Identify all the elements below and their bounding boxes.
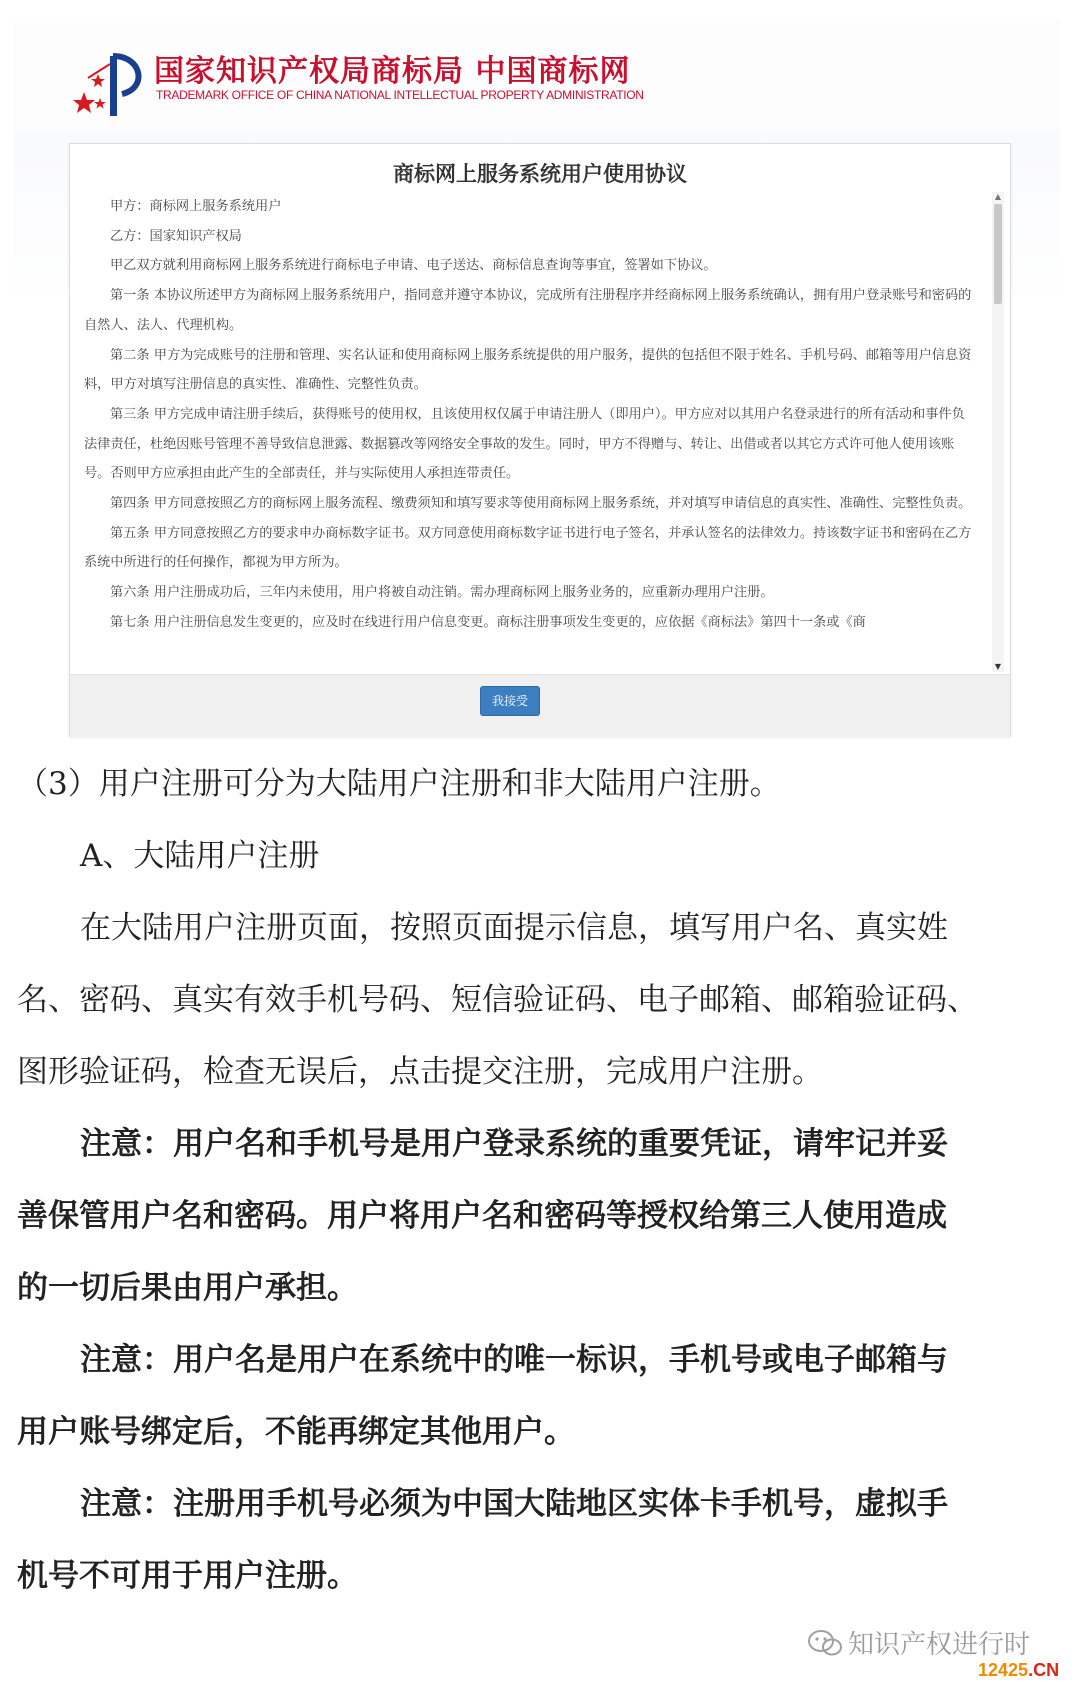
site-header: [14, 18, 1060, 130]
agreement-paragraph: 甲乙双方就利用商标网上服务系统进行商标电子申请、电子送达、商标信息查询等事宜，签署如下协议。: [110, 258, 717, 274]
article-line: 机号不可用于用户注册。: [17, 1558, 358, 1594]
user-agreement-dialog: [69, 143, 1011, 737]
agreement-text: [84, 192, 974, 662]
article-line: 图形验证码，检查无误后，点击提交注册，完成用户注册。: [17, 1054, 823, 1090]
trademark-office-logo-icon: [64, 42, 150, 122]
wechat-icon: [806, 1628, 844, 1658]
article-line: 在大陆用户注册页面，按照页面提示信息，填写用户名、真实姓: [80, 910, 948, 946]
scroll-down-arrow-icon[interactable]: ▼: [994, 662, 1002, 671]
site-corner-logo: [978, 1660, 1059, 1681]
article-line: 注意：注册用手机号必须为中国大陆地区实体卡手机号，虚拟手: [80, 1486, 948, 1522]
dialog-title: 商标网上服务系统用户使用协议: [393, 161, 687, 186]
article-line: 用户账号绑定后，不能再绑定其他用户。: [17, 1414, 575, 1450]
agreement-paragraph: 第五条 甲方同意按照乙方的要求申办商标数字证书。双方同意使用商标数字证书进行电子签名，并承认签名的法律效力。持该数字证书和密码在乙方系统中所进行的任何操作，都视为甲方所为。: [84, 525, 972, 571]
corner-logo-number: 12425: [978, 1660, 1029, 1680]
agreement-paragraph: 乙方：国家知识产权局: [110, 228, 242, 244]
article-line: 的一切后果由用户承担。: [17, 1270, 358, 1306]
agreement-paragraph: 甲方：商标网上服务系统用户: [110, 199, 282, 214]
brand-title-en: TRADEMARK OFFICE OF CHINA NATIONAL INTELLECTUAL PROPERTY ADMINISTRATION: [156, 88, 644, 102]
corner-logo-suffix: .CN: [1028, 1660, 1060, 1680]
accept-button[interactable]: 我接受: [480, 686, 540, 716]
watermark-text: 知识产权进行时: [848, 1630, 1031, 1660]
scroll-thumb[interactable]: [994, 204, 1002, 304]
agreement-paragraph: 第三条 甲方完成申请注册手续后，获得账号的使用权，且该使用权仅属于申请注册人（即用户）。甲方应对以其用户名登录进行的所有活动和事件负法律责任，杜绝因账号管理不善导致信息泄露、数据篡改等网络安全事故的发生。同时，甲方不得赠与、转让、出借或者以其它方式许可他人使用该账号。否则甲方应承担由此产生的全部责任，并与实际使用人承担连带责任。: [84, 406, 965, 482]
agreement-paragraph: 第四条 甲方同意按照乙方的商标网上服务流程、缴费须知和填写要求等使用商标网上服务系统，并对填写申请信息的真实性、准确性、完整性负责。: [110, 496, 972, 512]
article-line: （3）用户注册可分为大陆用户注册和非大陆用户注册。: [17, 766, 781, 802]
scroll-up-arrow-icon[interactable]: ▲: [994, 192, 1002, 201]
article-line: 注意：用户名是用户在系统中的唯一标识，手机号或电子邮箱与: [80, 1342, 948, 1378]
agreement-paragraph: 第一条 本协议所述甲方为商标网上服务系统用户，指同意并遵守本协议，完成所有注册程序并经商标网上服务系统确认，拥有用户登录账号和密码的自然人、法人、代理机构。: [84, 288, 972, 333]
agreement-paragraph: 第六条 用户注册成功后，三年内未使用，用户将被自动注销。需办理商标网上服务业务的，应重新办理用户注册。: [110, 585, 774, 601]
brand-title-cn: 国家知识产权局商标局 中国商标网: [154, 54, 631, 89]
article-line: A、大陆用户注册: [80, 838, 320, 874]
agreement-paragraph: 第二条 甲方为完成账号的注册和管理、实名认证和使用商标网上服务系统提供的用户服务，提供的包括但不限于姓名、手机号码、邮箱等用户信息资料，甲方对填写注册信息的真实性、准确性、完整性负责。: [84, 347, 972, 393]
article-line: 名、密码、真实有效手机号码、短信验证码、电子邮箱、邮箱验证码、: [17, 982, 978, 1018]
agreement-scrollbar[interactable]: [992, 192, 1004, 672]
article-line: 注意：用户名和手机号是用户登录系统的重要凭证，请牢记并妥: [80, 1126, 948, 1162]
dialog-footer: [70, 674, 1010, 737]
agreement-paragraph: 第七条 用户注册信息发生变更的，应及时在线进行用户信息变更。商标注册事项发生变更的，应依据《商标法》第四十一条或《商: [110, 614, 866, 630]
website-screenshot: [14, 18, 1060, 748]
article-line: 善保管用户名和密码。用户将用户名和密码等授权给第三人使用造成: [17, 1198, 947, 1234]
